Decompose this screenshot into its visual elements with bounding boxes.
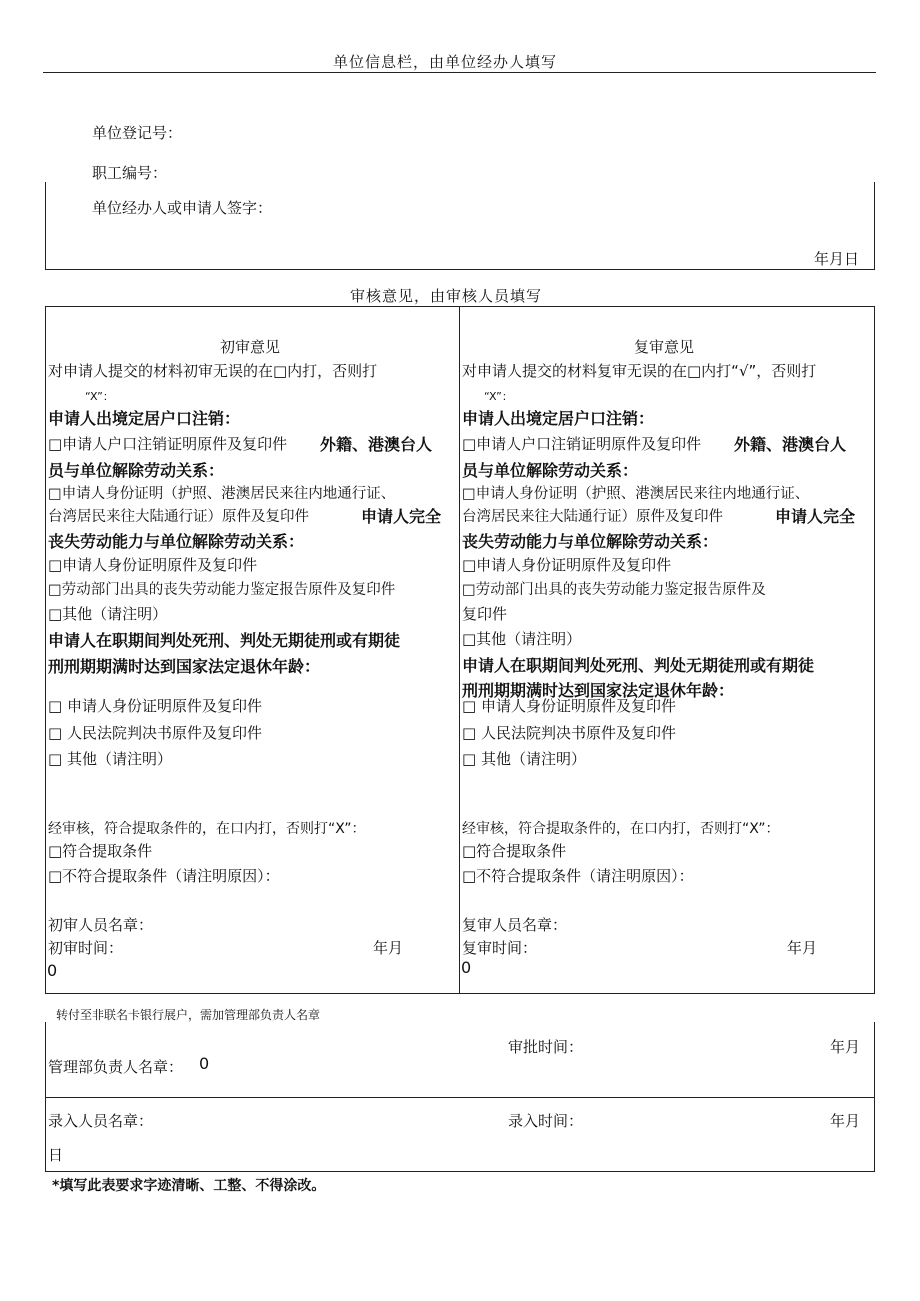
entry-date-partial: 年月 (830, 1112, 861, 1130)
first-review-instruction: 对申请人提交的材料初审无误的在□内打，否则打 (48, 362, 378, 380)
second-review-title: 复审意见 (634, 338, 695, 356)
second-review-column (459, 306, 875, 994)
signature-label: 单位经办人或申请人签字： (92, 199, 273, 217)
second-review-instruction-cont: “X”： (484, 390, 513, 403)
second-zero: 0 (461, 958, 472, 977)
second-cat3-item2-b: 复印件 (462, 605, 508, 623)
manager-stamp-label: 管理部负责人名章： (48, 1058, 184, 1076)
approval-time-label: 审批时间： (508, 1038, 584, 1056)
first-cat3-item3[interactable]: □其他（请注明） (48, 605, 168, 623)
unit-info-heading: 单位信息栏，由单位经办人填写 (333, 53, 558, 71)
transfer-note: 转付至非联名卡银行展户，需加管理部负责人名章 (56, 1008, 321, 1022)
first-cat2-item1-a[interactable]: □申请人身份证明（护照、港澳居民来往内地通行证、 (48, 486, 396, 502)
second-cat2-title-b: 员与单位解除劳动关系： (462, 461, 639, 480)
first-cat3-title-a: 申请人完全 (361, 507, 442, 526)
second-cat2-item1-a[interactable]: □申请人身份证明（护照、港澳居民来往内地通行证、 (462, 486, 810, 502)
first-review-column (45, 306, 459, 994)
first-cat4-item2[interactable]: □ 人民法院判决书原件及复印件 (48, 724, 262, 742)
first-verdict-instruction: 经审核，符合提取条件的，在口内打，否则打“X”： (48, 821, 366, 837)
first-cat2-title-a: 外籍、港澳台人 (320, 435, 433, 454)
entry-time-label: 录入时间： (508, 1112, 584, 1130)
second-verdict-yes[interactable]: □符合提取条件 (462, 842, 567, 860)
second-cat4-title-a: 申请人在职期间判处死刑、判处无期徒刑或有期徒 (462, 656, 815, 675)
second-cat1-title: 申请人出境定居户口注销： (462, 409, 655, 428)
unit-box-right (874, 182, 875, 269)
first-stamp-label: 初审人员名章： (48, 916, 154, 934)
first-cat3-item1[interactable]: □申请人身份证明原件及复印件 (48, 556, 258, 574)
first-cat4-item1[interactable]: □ 申请人身份证明原件及复印件 (48, 697, 262, 715)
unit-date-label: 年月日 (814, 250, 860, 268)
first-verdict-no[interactable]: □不符合提取条件（请注明原因）： (48, 867, 280, 885)
first-review-instruction-cont: “X”： (85, 390, 114, 403)
second-cat3-item2-a[interactable]: □劳动部门出具的丧失劳动能力鉴定报告原件及 (462, 582, 766, 598)
second-review-instruction: 对申请人提交的材料复审无误的在□内打“√”，否则打 (462, 362, 817, 380)
first-cat4-title-b: 刑刑期期满时达到国家法定退休年龄： (48, 657, 321, 676)
first-cat1-item1[interactable]: □申请人户口注销证明原件及复印件 (48, 435, 288, 453)
first-cat4-item3[interactable]: □ 其他（请注明） (48, 750, 172, 768)
second-stamp-label: 复审人员名章： (462, 916, 568, 934)
second-cat4-item2[interactable]: □ 人民法院判决书原件及复印件 (462, 724, 676, 742)
first-cat4-title-a: 申请人在职期间判处死刑、判处无期徒刑或有期徒 (48, 631, 401, 650)
first-cat3-item2[interactable]: □劳动部门出具的丧失劳动能力鉴定报告原件及复印件 (48, 582, 396, 598)
second-cat2-title-a: 外籍、港澳台人 (734, 435, 847, 454)
first-review-title: 初审意见 (220, 338, 281, 356)
approval-divider (45, 1097, 875, 1098)
review-heading: 审核意见，由审核人员填写 (350, 287, 543, 305)
first-cat3-title-b: 丧失劳动能力与单位解除劳动关系： (48, 532, 305, 551)
second-cat3-item1[interactable]: □申请人身份证明原件及复印件 (462, 556, 672, 574)
approval-date-partial: 年月 (830, 1038, 861, 1056)
second-date-partial: 年月 (787, 939, 818, 957)
second-cat3-title-b: 丧失劳动能力与单位解除劳动关系： (462, 532, 719, 551)
second-cat4-item3[interactable]: □ 其他（请注明） (462, 750, 586, 768)
second-cat2-item1-b: 台湾居民来往大陆通行证）原件及复印件 (462, 509, 723, 525)
manager-stamp-zero: 0 (199, 1054, 210, 1073)
first-cat1-title: 申请人出境定居户口注销： (48, 409, 241, 428)
first-zero: 0 (47, 961, 58, 980)
employee-no-label: 职工编号： (92, 164, 168, 182)
first-time-label: 初审时间： (48, 939, 124, 957)
second-verdict-instruction: 经审核，符合提取条件的，在口内打，否则打“X”： (462, 821, 780, 837)
second-verdict-no[interactable]: □不符合提取条件（请注明原因）： (462, 867, 694, 885)
entry-clerk-label: 录入人员名章： (48, 1112, 154, 1130)
entry-day: 日 (48, 1146, 64, 1164)
second-cat3-title-a: 申请人完全 (775, 507, 856, 526)
second-cat4-item1[interactable]: □ 申请人身份证明原件及复印件 (462, 697, 676, 715)
second-cat4-title-b: 刑刑期期满时达到国家法定退休年龄： (462, 681, 735, 700)
second-cat3-item3[interactable]: □其他（请注明） (462, 630, 582, 648)
footer-note: *填写此表要求字迹清晰、工整、不得涂改。 (52, 1178, 326, 1194)
second-cat1-item1[interactable]: □申请人户口注销证明原件及复印件 (462, 435, 702, 453)
first-verdict-yes[interactable]: □符合提取条件 (48, 842, 153, 860)
unit-box-left (45, 182, 46, 269)
first-cat2-item1-b: 台湾居民来往大陆通行证）原件及复印件 (48, 509, 309, 525)
first-date-partial: 年月 (373, 939, 404, 957)
second-time-label: 复审时间： (462, 939, 538, 957)
first-cat2-title-b: 员与单位解除劳动关系： (48, 461, 225, 480)
unit-box-bottom (45, 269, 875, 270)
approval-box-bottom (45, 1171, 875, 1172)
unit-reg-no-label: 单位登记号： (92, 124, 183, 142)
heading-divider (43, 72, 876, 73)
